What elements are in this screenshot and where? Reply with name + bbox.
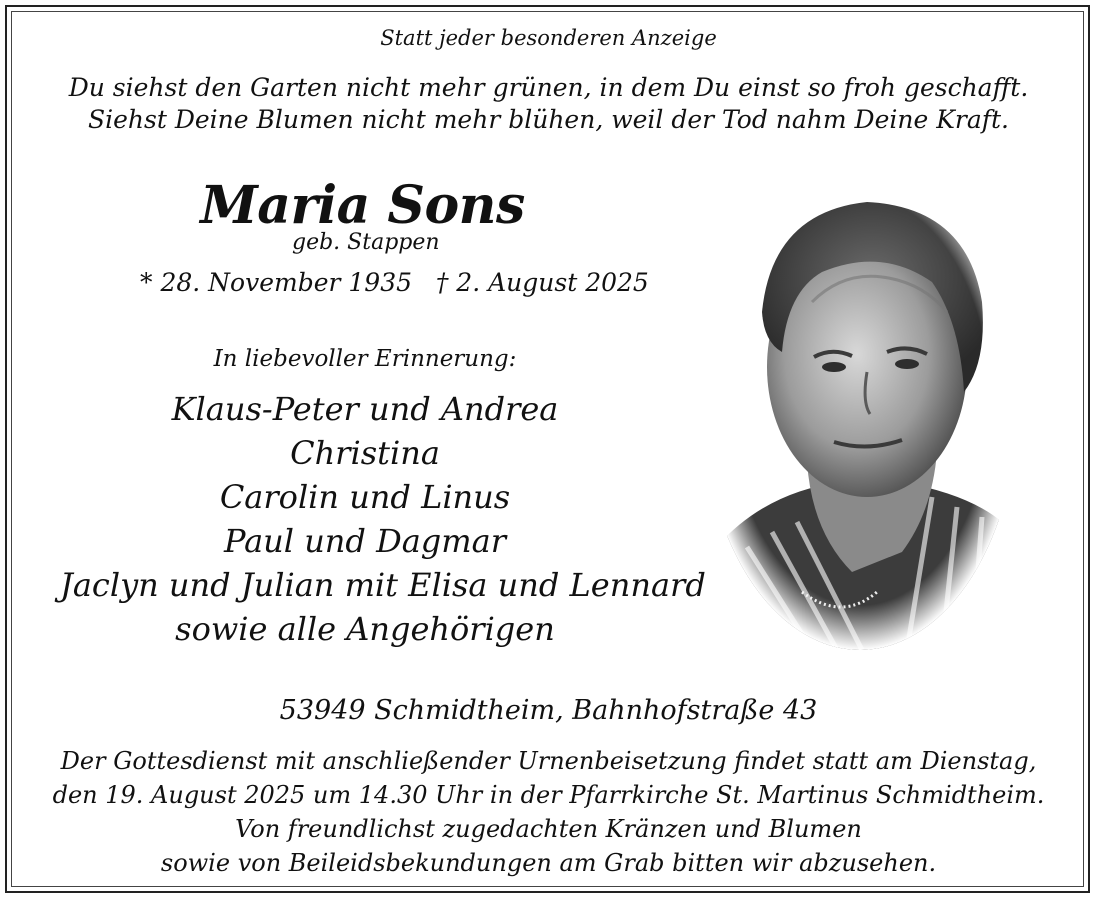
service-note-line: Von freundlichst zugedachten Kränzen und Blumen	[235, 815, 862, 843]
mourner-line: Carolin und Linus	[219, 478, 511, 516]
life-dates: * 28. November 1935 † 2. August 2025	[140, 268, 649, 297]
service-note-line: den 19. August 2025 um 14.30 Uhr in der Pfarrkirche St. Martinus Schmidtheim.	[52, 781, 1045, 809]
address: 53949 Schmidtheim, Bahnhofstraße 43	[279, 695, 818, 726]
birth-name: geb. Stappen	[292, 230, 440, 255]
service-note-line: Der Gottesdienst mit anschließender Urnenbeisetzung findet statt am Dienstag,	[60, 747, 1037, 775]
mourner-line: Paul und Dagmar	[224, 522, 506, 560]
portrait-photo	[702, 152, 1018, 650]
verse-line-1: Du siehst den Garten nicht mehr grünen, in dem Du einst so froh geschafft.	[68, 73, 1029, 102]
deceased-name: Maria Sons	[200, 175, 525, 236]
memory-intro: In liebevoller Erinnerung:	[213, 346, 517, 372]
mourner-line: Klaus-Peter und Andrea	[171, 390, 559, 428]
header-note: Statt jeder besonderen Anzeige	[380, 26, 717, 50]
mourner-line: Jaclyn und Julian mit Elisa und Lennard	[60, 566, 706, 604]
mourner-line: sowie alle Angehörigen	[175, 610, 555, 648]
mourner-line: Christina	[290, 434, 440, 472]
verse-line-2: Siehst Deine Blumen nicht mehr blühen, weil der Tod nahm Deine Kraft.	[88, 105, 1009, 134]
service-note-line: sowie von Beileidsbekundungen am Grab bitten wir abzusehen.	[160, 849, 937, 877]
